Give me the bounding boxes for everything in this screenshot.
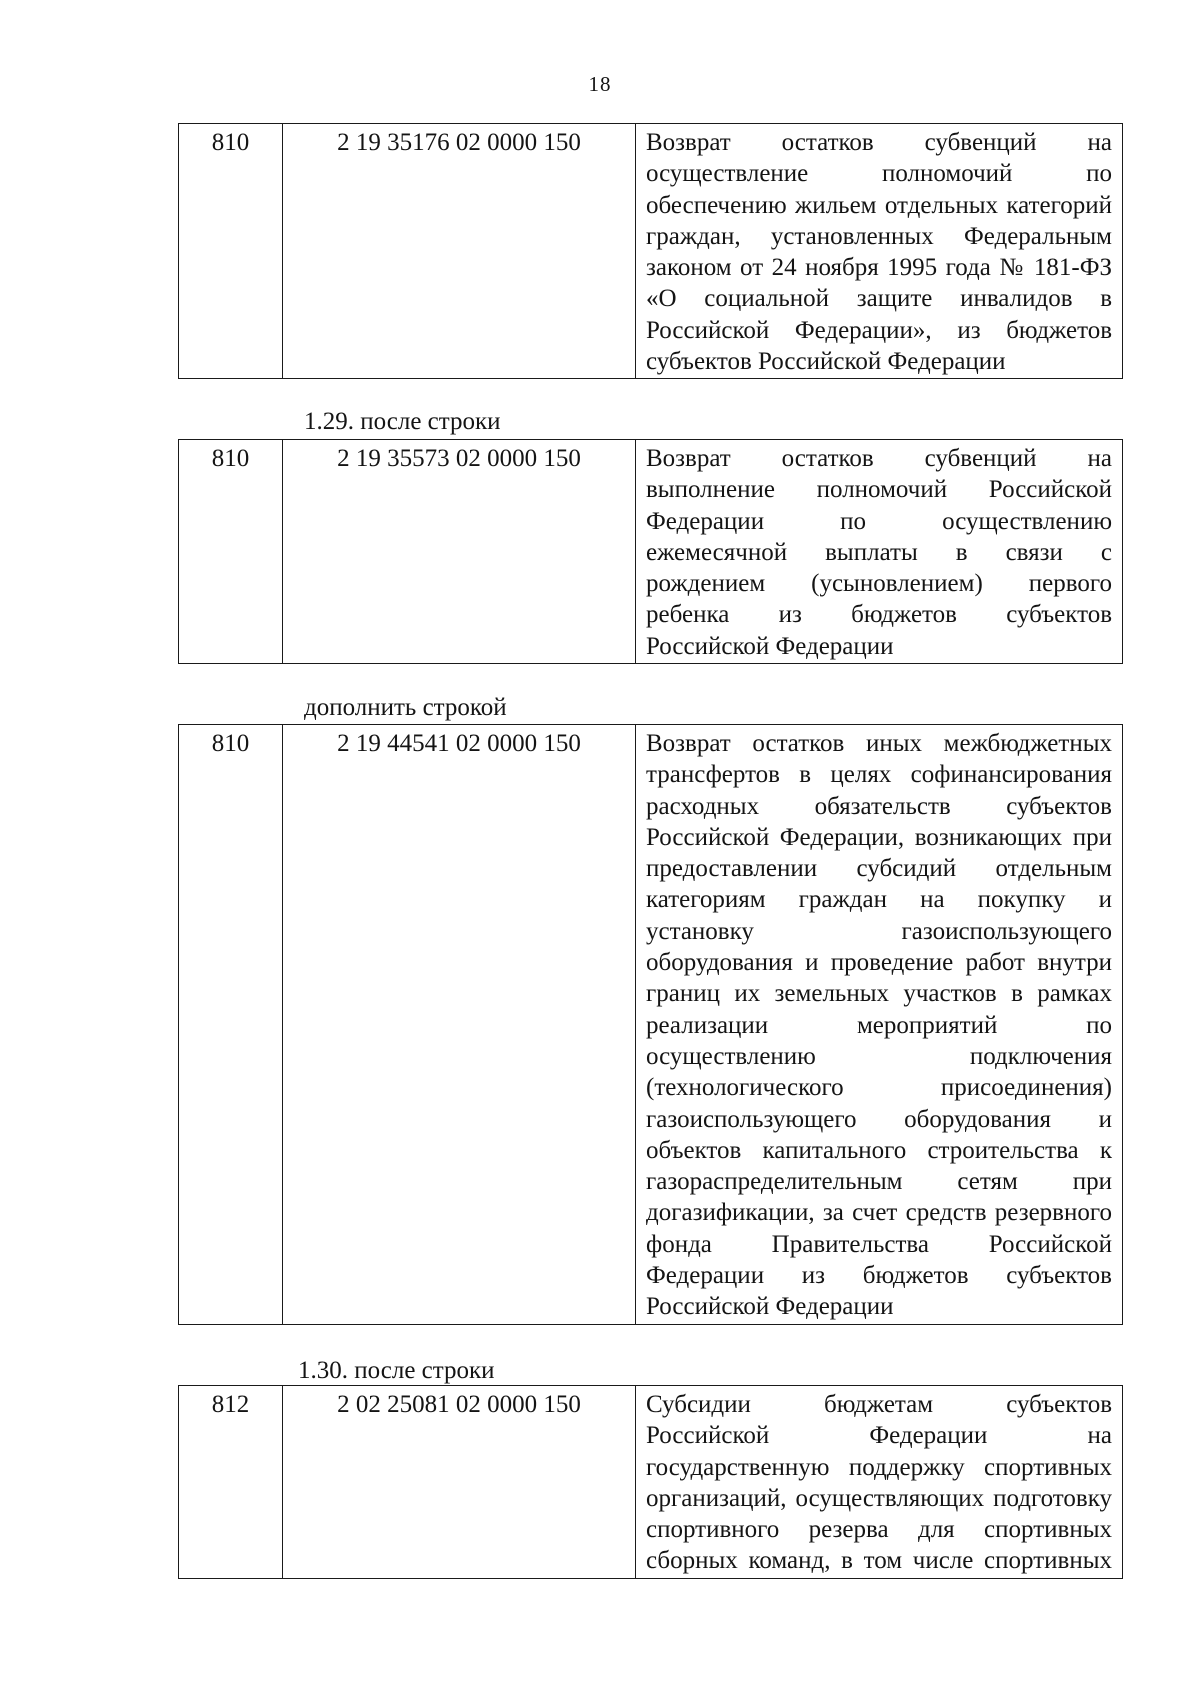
description-line: спортивного резерва для спортивных bbox=[646, 1516, 1112, 1544]
kbk-code-cell: 2 19 35573 02 0000 150 bbox=[283, 440, 636, 664]
description-line: граждан, установленных Федеральным bbox=[646, 222, 1112, 250]
description-line: трансфертов в целях софинансирования bbox=[646, 761, 1112, 789]
kbk-code-cell: 2 19 44541 02 0000 150 bbox=[283, 725, 636, 1325]
section-caption: 1.29. после строки bbox=[304, 408, 501, 435]
code-table-1 bbox=[178, 123, 1123, 379]
description-line: законом от 24 ноября 1995 года № 181-ФЗ bbox=[646, 254, 1112, 282]
description-line: категориям граждан на покупку и bbox=[646, 886, 1112, 914]
description-line: газоиспользующего оборудования и bbox=[646, 1105, 1112, 1133]
description-line: Возврат остатков иных межбюджетных bbox=[646, 730, 1112, 757]
kbk-code-cell: 2 19 35176 02 0000 150 bbox=[283, 124, 636, 379]
description-line: Возврат остатков субвенций на bbox=[646, 129, 1112, 156]
description-line: догазификации, за счет средств резервного bbox=[646, 1199, 1112, 1227]
description-line: Российской Федерации bbox=[646, 632, 894, 660]
description-line: ребенка из бюджетов субъектов bbox=[646, 601, 1112, 629]
description-line: Федерации из бюджетов субъектов bbox=[646, 1262, 1112, 1290]
admin-code-cell: 812 bbox=[179, 1386, 283, 1579]
description-line: Российской Федерации», из бюджетов bbox=[646, 316, 1112, 344]
description-line: выполнение полномочий Российской bbox=[646, 476, 1112, 504]
description-cell bbox=[636, 725, 1123, 1325]
description-line: Российской Федерации на bbox=[646, 1422, 1112, 1450]
description-line: Российской Федерации, возникающих при bbox=[646, 823, 1112, 851]
description-cell bbox=[636, 1386, 1123, 1579]
code-table-2 bbox=[178, 439, 1123, 664]
description-line: оборудования и проведение работ внутри bbox=[646, 949, 1112, 977]
description-line: «О социальной защите инвалидов в bbox=[646, 285, 1112, 313]
table-row bbox=[179, 124, 1123, 379]
table-row bbox=[179, 1386, 1123, 1579]
description-line: границ их земельных участков в рамках bbox=[646, 980, 1112, 1008]
description-line: ежемесячной выплаты в связи с bbox=[646, 538, 1112, 566]
description-cell bbox=[636, 440, 1123, 664]
description-line: фонда Правительства Российской bbox=[646, 1230, 1112, 1258]
description-line: Российской Федерации bbox=[646, 1293, 894, 1321]
admin-code-cell: 810 bbox=[179, 124, 283, 379]
code-table-3 bbox=[178, 724, 1123, 1325]
description-line: (технологического присоединения) bbox=[646, 1074, 1112, 1102]
admin-code-cell: 810 bbox=[179, 440, 283, 664]
description-line: предоставлении субсидий отдельным bbox=[646, 855, 1112, 883]
description-line: Федерации по осуществлению bbox=[646, 507, 1112, 535]
code-table-4 bbox=[178, 1385, 1123, 1579]
description-line: субъектов Российской Федерации bbox=[646, 348, 1006, 376]
table-row bbox=[179, 725, 1123, 1325]
description-line: объектов капитального строительства к bbox=[646, 1136, 1112, 1164]
description-line: установку газоиспользующего bbox=[646, 917, 1112, 945]
description-line: обеспечению жильем отдельных категорий bbox=[646, 191, 1112, 219]
description-line: рождением (усыновлением) первого bbox=[646, 570, 1112, 598]
description-line: расходных обязательств субъектов bbox=[646, 792, 1112, 820]
description-line: осуществление полномочий по bbox=[646, 160, 1112, 188]
description-line: реализации мероприятий по bbox=[646, 1011, 1112, 1039]
section-caption: дополнить строкой bbox=[304, 694, 507, 721]
description-line: Субсидии бюджетам субъектов bbox=[646, 1391, 1112, 1418]
section-caption: 1.30. после строки bbox=[298, 1357, 495, 1384]
kbk-code-cell: 2 02 25081 02 0000 150 bbox=[283, 1386, 636, 1579]
description-line: сборных команд, в том числе спортивных bbox=[646, 1547, 1112, 1575]
page-number: 18 bbox=[588, 72, 612, 96]
description-line: осуществлению подключения bbox=[646, 1042, 1112, 1070]
description-line: Возврат остатков субвенций на bbox=[646, 445, 1112, 472]
description-cell bbox=[636, 124, 1123, 379]
description-line: газораспределительным сетям при bbox=[646, 1168, 1112, 1196]
description-line: государственную поддержку спортивных bbox=[646, 1453, 1112, 1481]
admin-code-cell: 810 bbox=[179, 725, 283, 1325]
table-row bbox=[179, 440, 1123, 664]
description-line: организаций, осуществляющих подготовку bbox=[646, 1484, 1112, 1512]
